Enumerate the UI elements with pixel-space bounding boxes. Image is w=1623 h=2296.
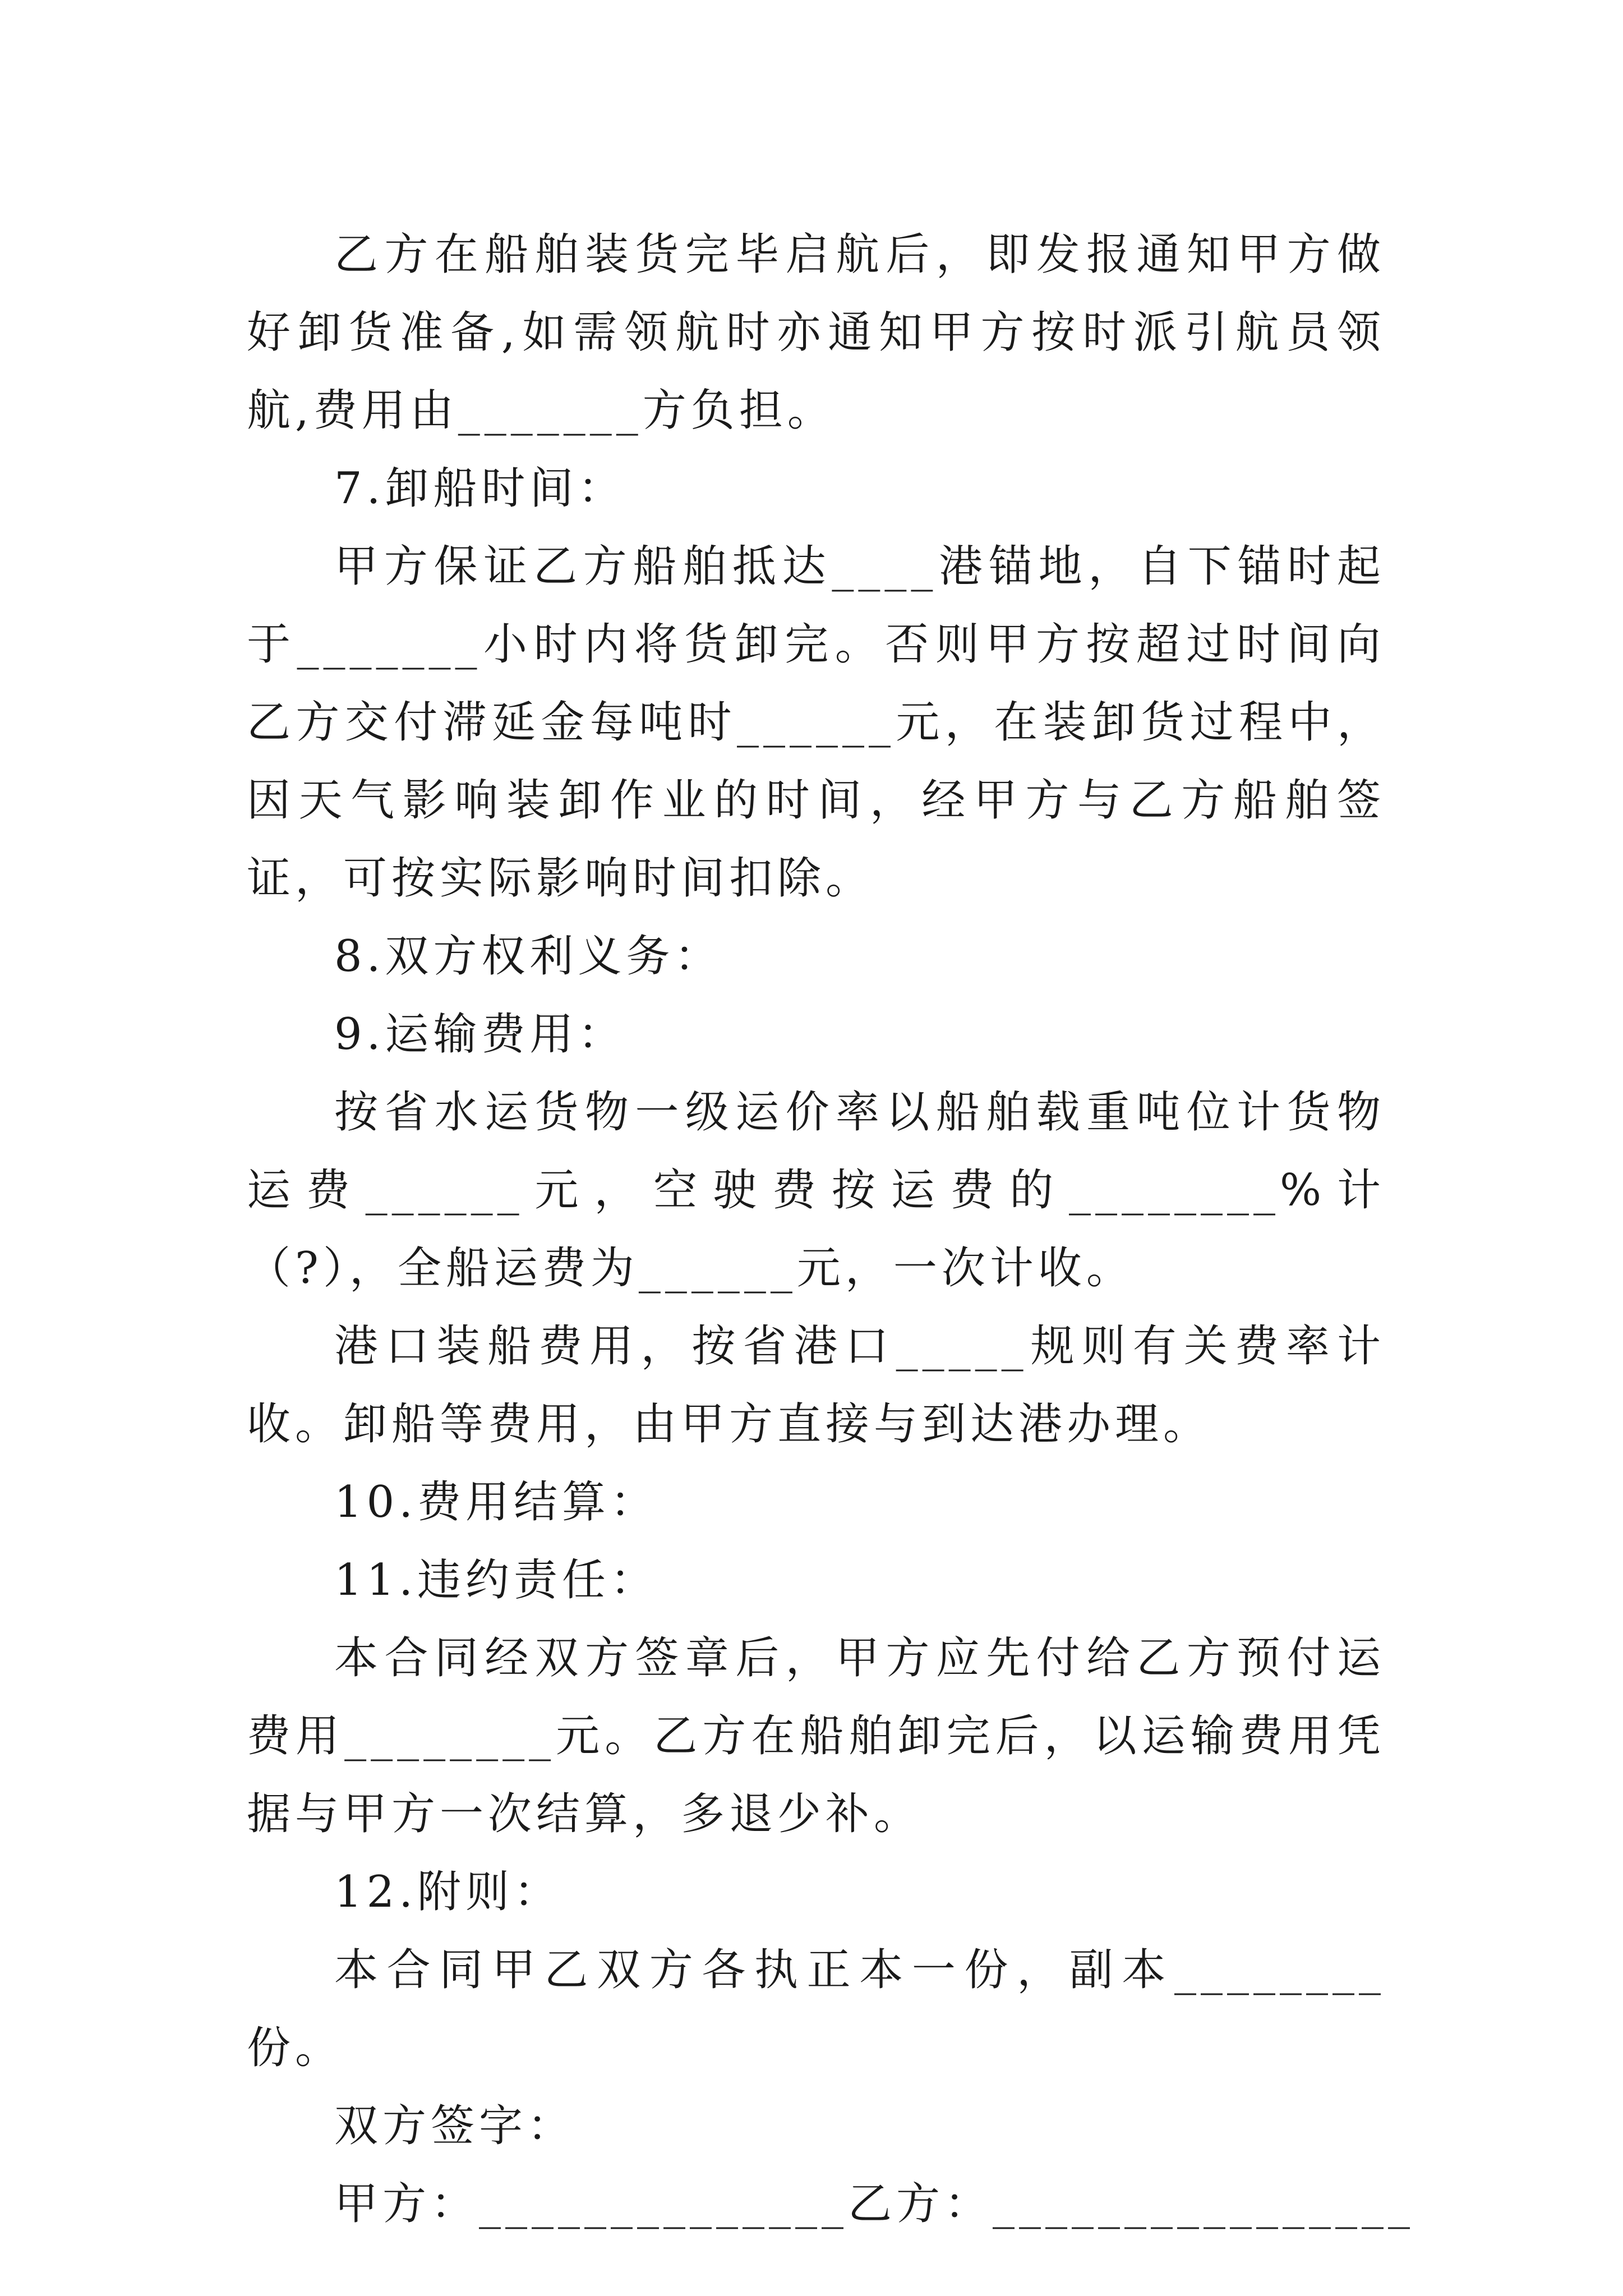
party-a-label: 甲方： bbox=[334, 2179, 479, 2229]
heading-unloading-time: 7.卸船时间： bbox=[334, 463, 626, 514]
heading-settlement: 10.费用结算： bbox=[334, 1477, 659, 1527]
paragraph-copies: 本合同甲乙双方各执正本一份，副本________份。 bbox=[247, 1945, 1385, 2073]
party-b-signature-blank: ________________ bbox=[993, 2179, 1415, 2229]
paragraph-unloading-time: 甲方保证乙方船舶抵达____港锚地，自下锚时起于_______小时内将货卸完。否则甲方按超过时间向乙方交付滞延金每吨时______元，在装卸货过程中，因天气影响装卸作业的时间，经甲方与乙方船舶签证，可按实际影响时间扣除。 bbox=[247, 541, 1385, 904]
heading-liability: 11.违约责任： bbox=[334, 1555, 659, 1605]
paragraph-port-fees: 港口装船费用，按省港口_____规则有关费率计收。卸船等费用，由甲方直接与到达港办理。 bbox=[247, 1321, 1385, 1450]
heading-supplementary: 12.附则： bbox=[334, 1867, 562, 1917]
paragraph-unloading-notice: 乙方在船舶装货完毕启航后，即发报通知甲方做好卸货准备,如需领航时亦通知甲方按时派引航员领航,费用由_______方负担。 bbox=[247, 229, 1385, 436]
paragraph-freight-rate: 按省水运货物一级运价率以船舶载重吨位计货物运费______元，空驶费按运费的________%计（?），全船运费为______元，一次计收。 bbox=[247, 1087, 1385, 1294]
signature-line bbox=[247, 2165, 1415, 2243]
party-b-label: 乙方： bbox=[848, 2179, 993, 2229]
heading-rights-obligations: 8.双方权利义务： bbox=[334, 931, 723, 982]
paragraph-prepayment: 本合同经双方签章后，甲方应先付给乙方预付运费用________元。乙方在船舶卸完后，以运输费用凭据与甲方一次结算，多退少补。 bbox=[247, 1633, 1385, 1839]
contract-body bbox=[247, 216, 1415, 2243]
heading-transport-fees: 9.运输费用： bbox=[334, 1009, 626, 1060]
party-a-signature-blank: ______________ bbox=[479, 2179, 849, 2229]
heading-signatures: 双方签字： bbox=[334, 2101, 576, 2151]
